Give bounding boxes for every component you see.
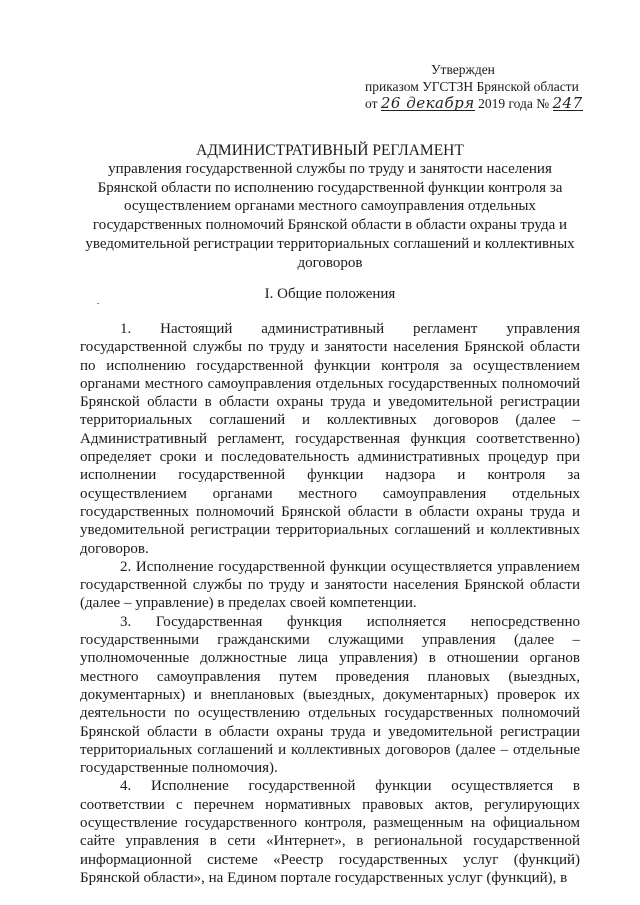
handwritten-number: 247 (552, 94, 583, 112)
approval-line-3 (365, 95, 583, 112)
paragraph-2: 2. Исполнение государственной функции осуществляется управлением государственной службы по труду и занятости населения Брянской области (далее – управление) в пределах своей компетенции. (80, 558, 580, 612)
document-subtitle: управления государственной службы по труду и занятости населения Брянской области по исполнению государственной функции контроля за осуществлением органами местного самоуправления отдельных государственных полномочий Брянской области в области охраны труда и уведомительной регистрации территориальных соглашений и коллективных договоров (85, 161, 575, 271)
paragraph-3: 3. Государственная функция исполняется непосредственно государственными гражданскими служащими управления (далее – уполномоченные должностные лица управления) в отношении органов местного самоуправления путем проведения плановых (выездных, документарных) и внеплановых (выездных, документарных) проверок их деятельности по осуществлению отдельных государственных полномочий Брянской области в области охраны труда и уведомительной регистрации территориальных соглашений и коллективных договоров (далее – отдельные государственные полномочия). (80, 613, 580, 777)
document-title: АДМИНИСТРАТИВНЫЙ РЕГЛАМЕНТ (196, 142, 464, 159)
margin-mark (97, 303, 99, 304)
approval-line-2: приказом УГСТЗН Брянской области (365, 79, 579, 94)
section-heading: I. Общие положения (264, 286, 396, 302)
approval-line-1: Утвержден (431, 62, 495, 77)
paragraph-1: 1. Настоящий административный регламент управления государственной службы по труду и занятости населения Брянской области по исполнению государственной функции контроля за осуществлением органами местного самоуправления отдельных государственных полномочий Брянской области в области охраны труда и уведомительной регистрации территориальных соглашений и коллективных договоров (далее – Административный регламент, государственная функция соответственно) определяет сроки и последовательность административных процедур при исполнении государственной функции надзора и контроля за осуществлением органами местного самоуправления отдельных государственных полномочий Брянской области в области охраны труда и уведомительной регистрации территориальных соглашений и коллективных договоров. (80, 321, 580, 557)
document-body (80, 320, 580, 887)
approval-stamp (365, 61, 583, 112)
approval-year: 2019 года № (478, 96, 550, 111)
approval-prefix: от (365, 96, 378, 111)
handwritten-date: 26 декабря (380, 94, 475, 112)
paragraph-4: 4. Исполнение государственной функции осуществляется в соответствии с перечнем нормативных правовых актов, регулирующих осуществление государственного контроля, размещенным на официальном сайте управления в сети «Интернет», в региональной государственной информационной системе «Реестр государственных услуг (функций) Брянской области», на Едином портале государственных услуг (функций), в (80, 778, 580, 886)
